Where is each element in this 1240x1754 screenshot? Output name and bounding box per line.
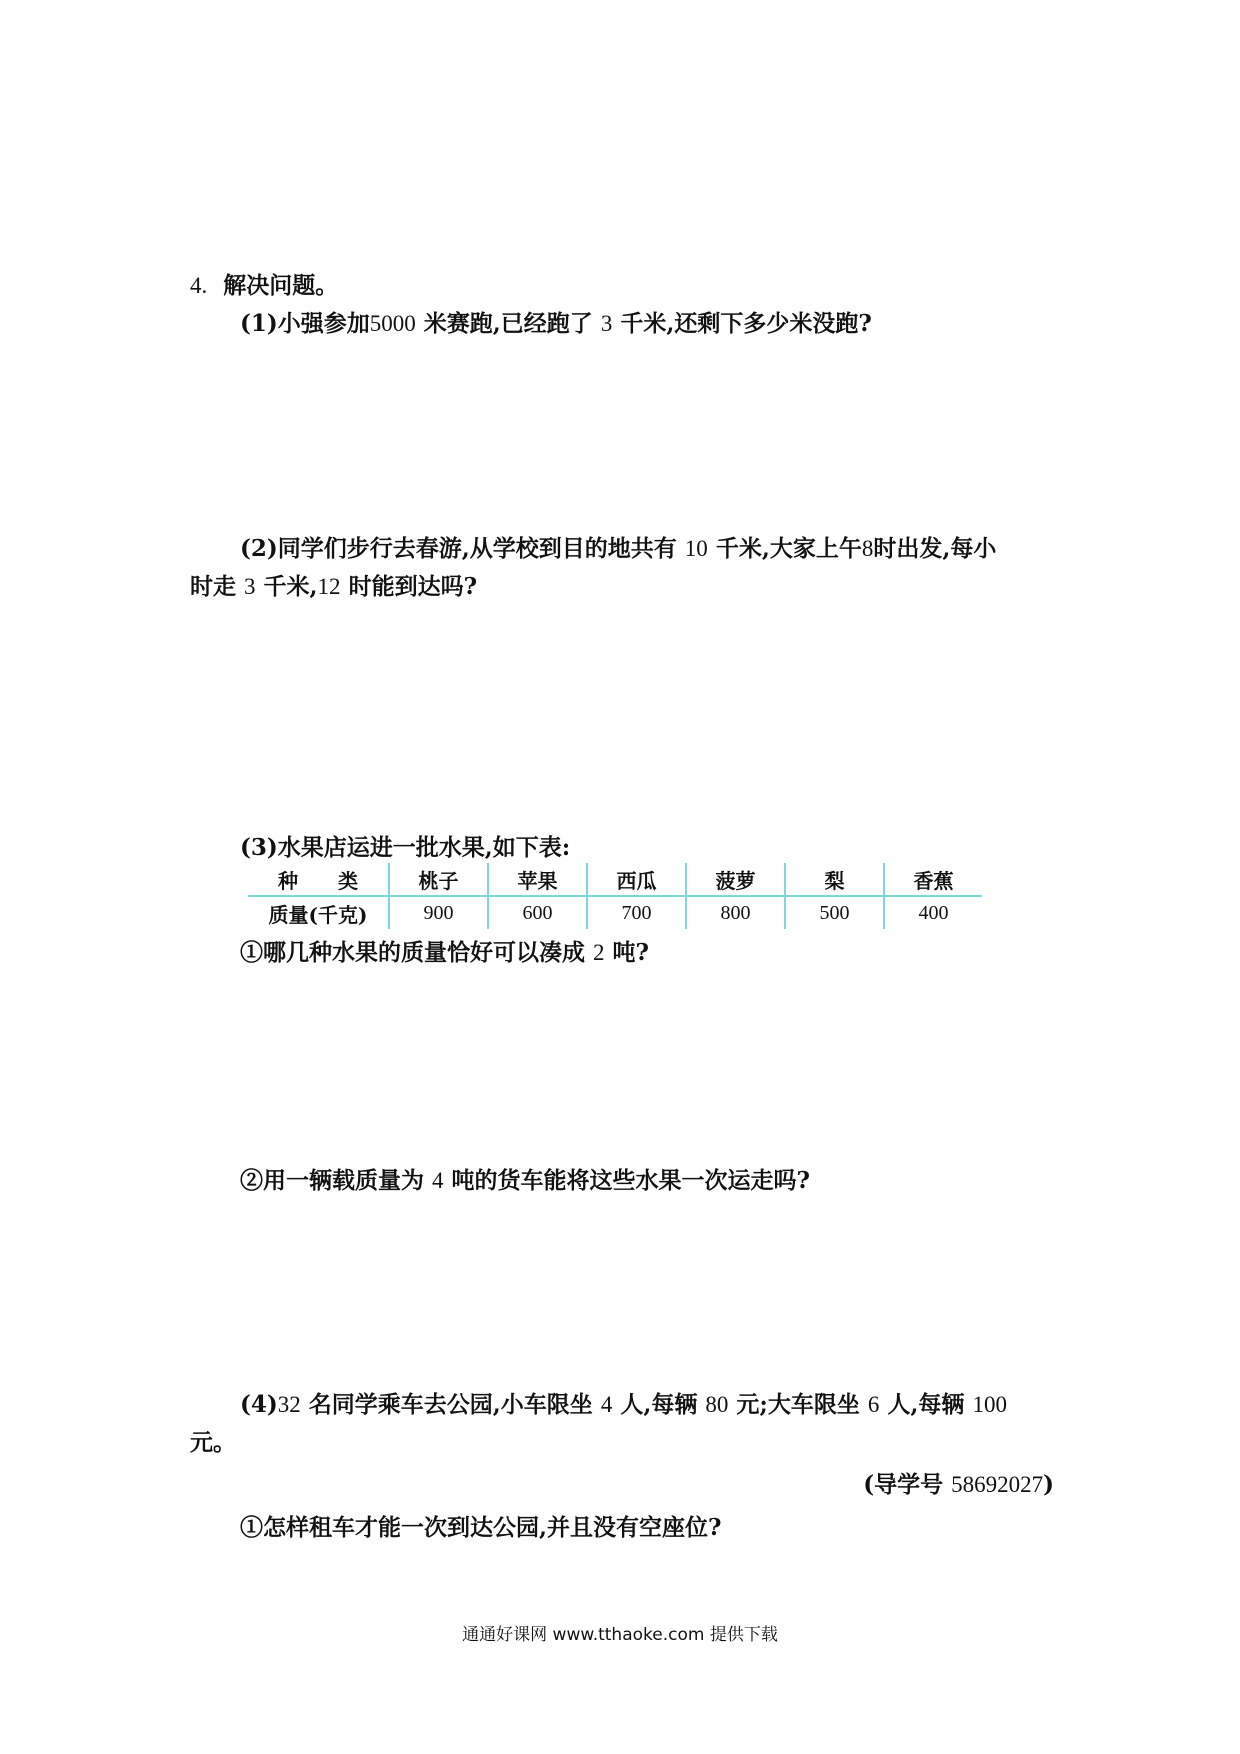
section-number: 4. [190, 273, 208, 298]
page-footer: 通通好课网 www.tthaoke.com 提供下载 [462, 1625, 778, 1645]
question-4-line-2: 元。 [190, 1429, 236, 1456]
table-cell: 香蕉 [884, 863, 982, 896]
question-2-line-1: (2)同学们步行去春游,从学校到目的地共有 10 千米,大家上午8时出发,每小 [240, 535, 997, 562]
table-cell: 700 [587, 896, 686, 929]
table-header-row [248, 863, 982, 896]
fruit-table [248, 863, 982, 929]
table-cell: 西瓜 [587, 863, 686, 896]
table-cell: 菠萝 [686, 863, 785, 896]
question-2-line-2: 时走 3 千米,12 时能到达吗? [190, 573, 478, 600]
table-cell: 900 [389, 896, 488, 929]
section-heading [190, 270, 338, 302]
table-cell: 500 [785, 896, 884, 929]
table-cell: 苹果 [488, 863, 587, 896]
question-3-sub-2: ②用一辆载质量为 4 吨的货车能将这些水果一次运走吗? [240, 1167, 811, 1194]
table-cell: 种 类 [248, 863, 389, 896]
question-3-sub-1: ①哪几种水果的质量恰好可以凑成 2 吨? [240, 939, 650, 966]
table-cell: 质量(千克) [268, 902, 368, 927]
table-cell: 800 [686, 896, 785, 929]
table-cell: 600 [488, 896, 587, 929]
section-title: 解决问题。 [223, 272, 339, 299]
guide-reference-number: (导学号 58692027) [863, 1471, 1054, 1498]
question-4-line-1: (4)32 名同学乘车去公园,小车限坐 4 人,每辆 80 元;大车限坐 6 人,每辆 100 [240, 1391, 1007, 1418]
table-row [248, 896, 982, 929]
table-cell: 桃子 [389, 863, 488, 896]
table-cell: 400 [884, 896, 982, 929]
table-cell: 梨 [785, 863, 884, 896]
question-4-sub-1: ①怎样租车才能一次到达公园,并且没有空座位? [240, 1514, 722, 1541]
question-1: (1)小强参加5000 米赛跑,已经跑了 3 千米,还剩下多少米没跑? [240, 310, 872, 337]
question-3-intro: (3)水果店运进一批水果,如下表: [240, 834, 571, 861]
